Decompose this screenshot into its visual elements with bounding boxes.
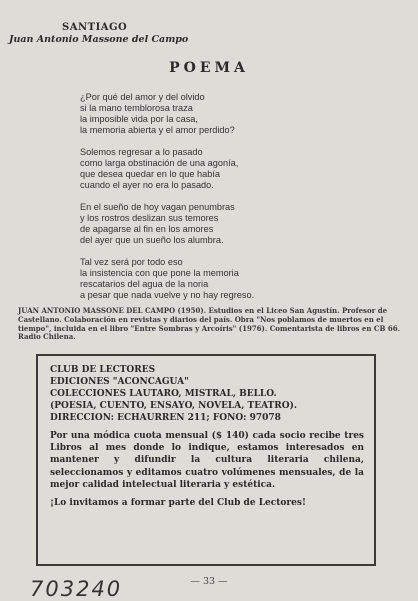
poem-line: que desea quedar en lo que había bbox=[80, 169, 220, 179]
page-number: — 33 — bbox=[190, 576, 228, 587]
ad-heading-line: CLUB DE LECTORES bbox=[50, 365, 156, 375]
poem-line: Solemos regresar a lo pasado bbox=[80, 147, 203, 157]
author-bio: JUAN ANTONIO MASSONE DEL CAMPO (1950). Estudios en el Liceo San Agustín. Profesor de Castellano. Colaboración en revistas y diarios del país. Obra "Nos poblamos de muertos en el tiempo", incluida en el libro "Entre Sombras y Arcoíris" (1976). Comentarista de libros en CB 66. Radio Chilena. bbox=[18, 306, 401, 342]
poem-line: a pesar que nada vuelve y no hay regreso. bbox=[80, 290, 255, 300]
poem-line: del ayer que un sueño los alumbra. bbox=[80, 235, 224, 245]
stanza bbox=[80, 92, 254, 136]
city-heading: SANTIAGO bbox=[62, 22, 128, 33]
poem-line: la insistencia con que pone la memoria bbox=[80, 268, 239, 278]
ad-heading-line: (POESIA, CUENTO, ENSAYO, NOVELA, TEATRO). bbox=[50, 401, 297, 411]
handwritten-number: 703240 bbox=[30, 577, 123, 601]
ad-heading-line: EDICIONES "ACONCAGUA" bbox=[50, 377, 189, 387]
stanza bbox=[80, 147, 254, 191]
ad-heading-line: COLECCIONES LAUTARO, MISTRAL, BELLO. bbox=[50, 389, 277, 399]
book-club-ad-box bbox=[36, 354, 376, 566]
ad-description: Por una módica cuota mensual ($ 140) cada socio recibe tres Libros al mes donde lo indique, estamos interesados en mantener y difundir la cultura literaria chilena, seleccionamos y editamos cuatro volúmenes mensuales, de la mejor calidad intelectual literaria y estética. bbox=[50, 431, 364, 490]
poem-line: si la mano temblorosa traza bbox=[80, 103, 193, 113]
poem-body bbox=[80, 92, 254, 312]
author-name: Juan Antonio Massone del Campo bbox=[9, 34, 189, 45]
poem-line: de apagarse al fin en los amores bbox=[80, 224, 214, 234]
ad-address-line: DIRECCION: ECHAURREN 211; FONO: 97078 bbox=[50, 413, 281, 423]
poem-line: como larga obstinación de una agonía, bbox=[80, 158, 239, 168]
poem-line: la imposible vida por la casa, bbox=[80, 114, 198, 124]
poem-line: ¿Por qué del amor y del olvido bbox=[80, 92, 205, 102]
poem-title: POEMA bbox=[169, 60, 249, 76]
poem-line: cuando el ayer no era lo pasado. bbox=[80, 180, 214, 190]
poem-line: En el sueño de hoy vagan penumbras bbox=[80, 202, 235, 212]
stanza bbox=[80, 202, 254, 246]
poem-line: rescatarios del agua de la noria bbox=[80, 279, 209, 289]
poem-line: Tal vez será por todo eso bbox=[80, 257, 183, 267]
ad-invitation: ¡Lo invitamos a formar parte del Club de Lectores! bbox=[50, 498, 306, 509]
stanza bbox=[80, 257, 254, 301]
poem-line: la memoria abierta y el amor perdido? bbox=[80, 125, 235, 135]
poem-line: y los rostros deslizan sus temores bbox=[80, 213, 219, 223]
